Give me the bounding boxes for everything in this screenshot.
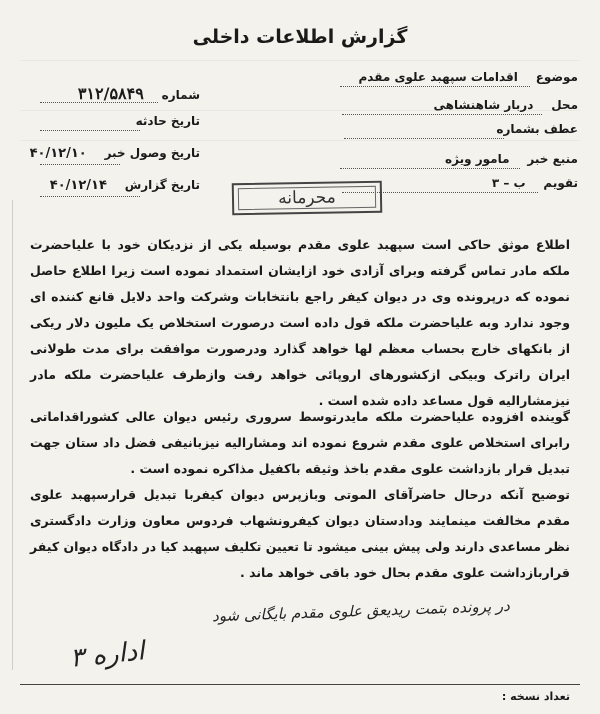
body-paragraph-2 (30, 404, 570, 482)
ref-row (496, 122, 578, 136)
ref-dotline (344, 138, 504, 139)
body-paragraph-1 (30, 232, 570, 414)
subject-dotline (340, 86, 530, 87)
number-value: ۳۱۲/۵۸۴۹ (77, 84, 144, 103)
received-date-dotline (40, 164, 120, 165)
handwritten-margin-note: اداره ۳ (68, 636, 146, 674)
copies-count: تعداد نسخه : (501, 690, 570, 703)
bleed-line (20, 140, 580, 141)
rating-value: ب – ۳ (491, 176, 526, 190)
confidential-stamp (232, 181, 383, 216)
footer-divider (20, 684, 580, 685)
subject-value: اقدامات سپهبد علوی مقدم (358, 70, 518, 84)
report-date-dotline (40, 196, 140, 197)
incident-date-label: تاریخ حادثه (135, 114, 200, 128)
received-date-row (30, 146, 200, 161)
report-date-row (50, 178, 200, 193)
source-dotline (340, 168, 520, 169)
number-label: شماره (161, 88, 200, 102)
source-row (445, 152, 578, 166)
source-value: مامور ویژه (445, 152, 510, 166)
received-date-value: ۴۰/۱۲/۱۰ (29, 146, 87, 161)
report-date-label: تاریخ گزارش (124, 178, 200, 192)
subject-label: موضوع (535, 70, 578, 84)
place-dotline (342, 114, 542, 115)
number-dotline (40, 102, 158, 103)
received-date-label: تاریخ وصول خبر (104, 146, 200, 160)
incident-date-row (136, 114, 200, 128)
number-row (78, 84, 200, 103)
paragraph-text: توضیح آنکه درحال حاضرآقای الموتی وبازپرس دیوان کیفربا تبدیل قرارسپهبد علوی مقدم مخالفت مینمایند ودادستان دیوان کیفرونشهاب فردوس معاون وزارت دادگستری نظر مساعدی دارند ولی پیش بینی میشود تا تعیین تکلیف سپهبد کیا در دادگاه دیوان کیفر قراربازداشت علوی مقدم بحال خود باقی خواهد ماند . (30, 487, 570, 580)
ref-label: عطف بشماره (496, 122, 578, 136)
margin-mark (12, 200, 13, 670)
rating-label: تقویم (543, 176, 578, 190)
subject-row (358, 70, 578, 84)
paragraph-text: اطلاع موثق حاکی است سپهبد علوی مقدم بوسیله یکی از نزدیکان خود با علیاحضرت ملکه مادر تماس گرفته وبرای آزادی خود ازایشان استمداد نموده است زیرا اطلاع حاصل نموده که درپرونده وی در دیوان کیفر راجع بانتخابات وشرکت واحد دلایل قانع کننده ای وجود ندارد وبه علیاحضرت ملکه قول داده است درصورت استخلاص یک ملیون دلار ریکی از بانکهای خارج بحساب معظم لها خواهد گذارد ودرصورت موافقت برای مدت طولانی ایران راترک وبیکی ازکشورهای اروپائی خواهد رفت وازطرف علیاحضرت ملکه مادر نیزمشارالیه قول مساعد داده شده است . (30, 237, 570, 408)
place-label: محل (551, 98, 578, 112)
paragraph-text: گوینده افزوده علیاحضرت ملکه مایدرتوسط سروری رئیس دیوان عالی کشوراقداماتی رابرای استخلاص علوی مقدم شروع نموده اند ومشارالیه نیزبانیفی فضل داد ستان جهت تبدیل قرار بازداشت علوی مقدم باخذ وثیقه باکفیل مذاکره نموده است . (30, 409, 570, 476)
place-row (434, 98, 579, 112)
stamp-inner-border (238, 186, 376, 210)
bleed-line (20, 60, 580, 61)
place-value: دربار شاهنشاهی (433, 98, 534, 112)
stamp-text: محرمانه (278, 187, 336, 209)
incident-date-dotline (40, 130, 140, 131)
source-label: منبع خبر (527, 152, 578, 166)
body-paragraph-3 (30, 482, 570, 586)
rating-row (492, 176, 578, 190)
handwritten-filing-note: در پرونده بتمت ریدیعق علوی مقدم بایگانی شود (211, 596, 511, 626)
report-date-value: ۴۰/۱۲/۱۴ (49, 178, 107, 193)
document-title: گزارش اطلاعات داخلی (192, 26, 408, 48)
